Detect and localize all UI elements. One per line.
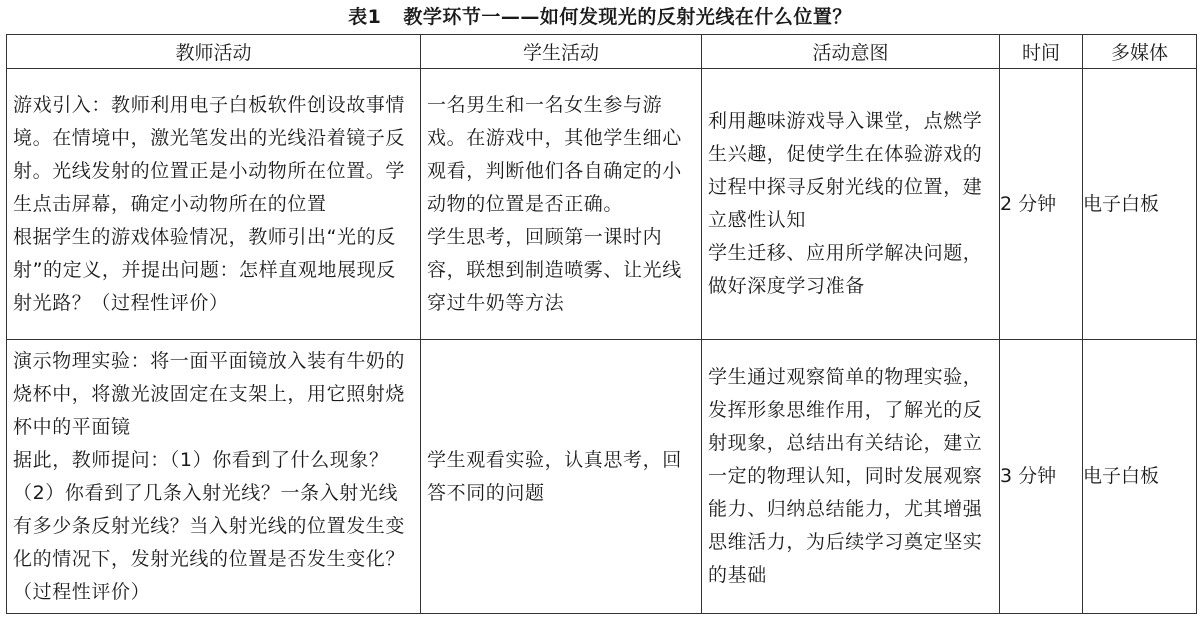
teacher-activity-paragraph: 据此，教师提问：（1）你看到了什么现象？（2）你看到了几条入射光线？一条入射光线有多少条反射光线？当入射光线的位置发生变化的情况下，发射光线的位置是否发生变化？（过程性评价） xyxy=(13,448,406,603)
student-activity-paragraph: 学生思考，回顾第一课时内容，联想到制造喷雾、让光线穿过牛奶等方法 xyxy=(427,225,682,314)
student-activity-paragraph: 一名男生和一名女生参与游戏。在游戏中，其他学生细心观看，判断他们各自确定的小动物的位置是否正确。 xyxy=(427,93,682,215)
table-caption xyxy=(0,4,1200,30)
teacher-activity-cell xyxy=(7,340,421,614)
lesson-table xyxy=(6,34,1197,614)
media-cell: 电子白板 xyxy=(1083,340,1197,614)
teacher-activity-paragraph: 根据学生的游戏体验情况，教师引出“光的反射”的定义，并提出问题：怎样直观地展现反射光路？（过程性评价） xyxy=(13,225,396,314)
table-row xyxy=(7,340,1197,614)
teacher-activity-paragraph: 游戏引入：教师利用电子白板软件创设故事情境。在情境中，激光笔发出的光线沿着镜子反射。光线发射的位置正是小动物所在位置。学生点击屏幕，确定小动物所在的位置 xyxy=(13,93,406,215)
activity-intent-paragraph: 学生迁移、应用所学解决问题，做好深度学习准备 xyxy=(708,242,983,297)
activity-intent-cell xyxy=(702,340,1000,614)
time-cell: 3 分钟 xyxy=(1000,340,1083,614)
table-header-row xyxy=(7,35,1197,69)
header-media: 多媒体 xyxy=(1083,35,1197,69)
time-cell: 2 分钟 xyxy=(1000,69,1083,340)
student-activity-cell xyxy=(421,69,702,340)
teacher-activity-cell xyxy=(7,69,421,340)
header-teacher-activity: 教师活动 xyxy=(7,35,421,69)
teacher-activity-paragraph: 演示物理实验：将一面平面镜放入装有牛奶的烧杯中，将激光波固定在支架上，用它照射烧杯中的平面镜 xyxy=(13,349,406,438)
header-student-activity: 学生活动 xyxy=(421,35,702,69)
student-activity-paragraph: 学生观看实验，认真思考，回答不同的问题 xyxy=(427,448,682,504)
header-time: 时间 xyxy=(1000,35,1083,69)
table-title: 教学环节一——如何发现光的反射光线在什么位置？ xyxy=(403,6,852,28)
table-row xyxy=(7,69,1197,340)
header-activity-intent: 活动意图 xyxy=(702,35,1000,69)
table-number: 表1 xyxy=(348,6,382,28)
activity-intent-paragraph: 学生通过观察简单的物理实验，发挥形象思维作用，了解光的反射现象，总结出有关结论，建立一定的物理认知，同时发展观察能力、归纳总结能力，尤其增强思维活力，为后续学习奠定坚实的基础 xyxy=(708,366,983,586)
activity-intent-paragraph: 利用趣味游戏导入课堂，点燃学生兴趣，促使学生在体验游戏的过程中探寻反射光线的位置，建立感性认知 xyxy=(708,110,983,231)
activity-intent-cell xyxy=(702,69,1000,340)
media-cell: 电子白板 xyxy=(1083,69,1197,340)
student-activity-cell xyxy=(421,340,702,614)
